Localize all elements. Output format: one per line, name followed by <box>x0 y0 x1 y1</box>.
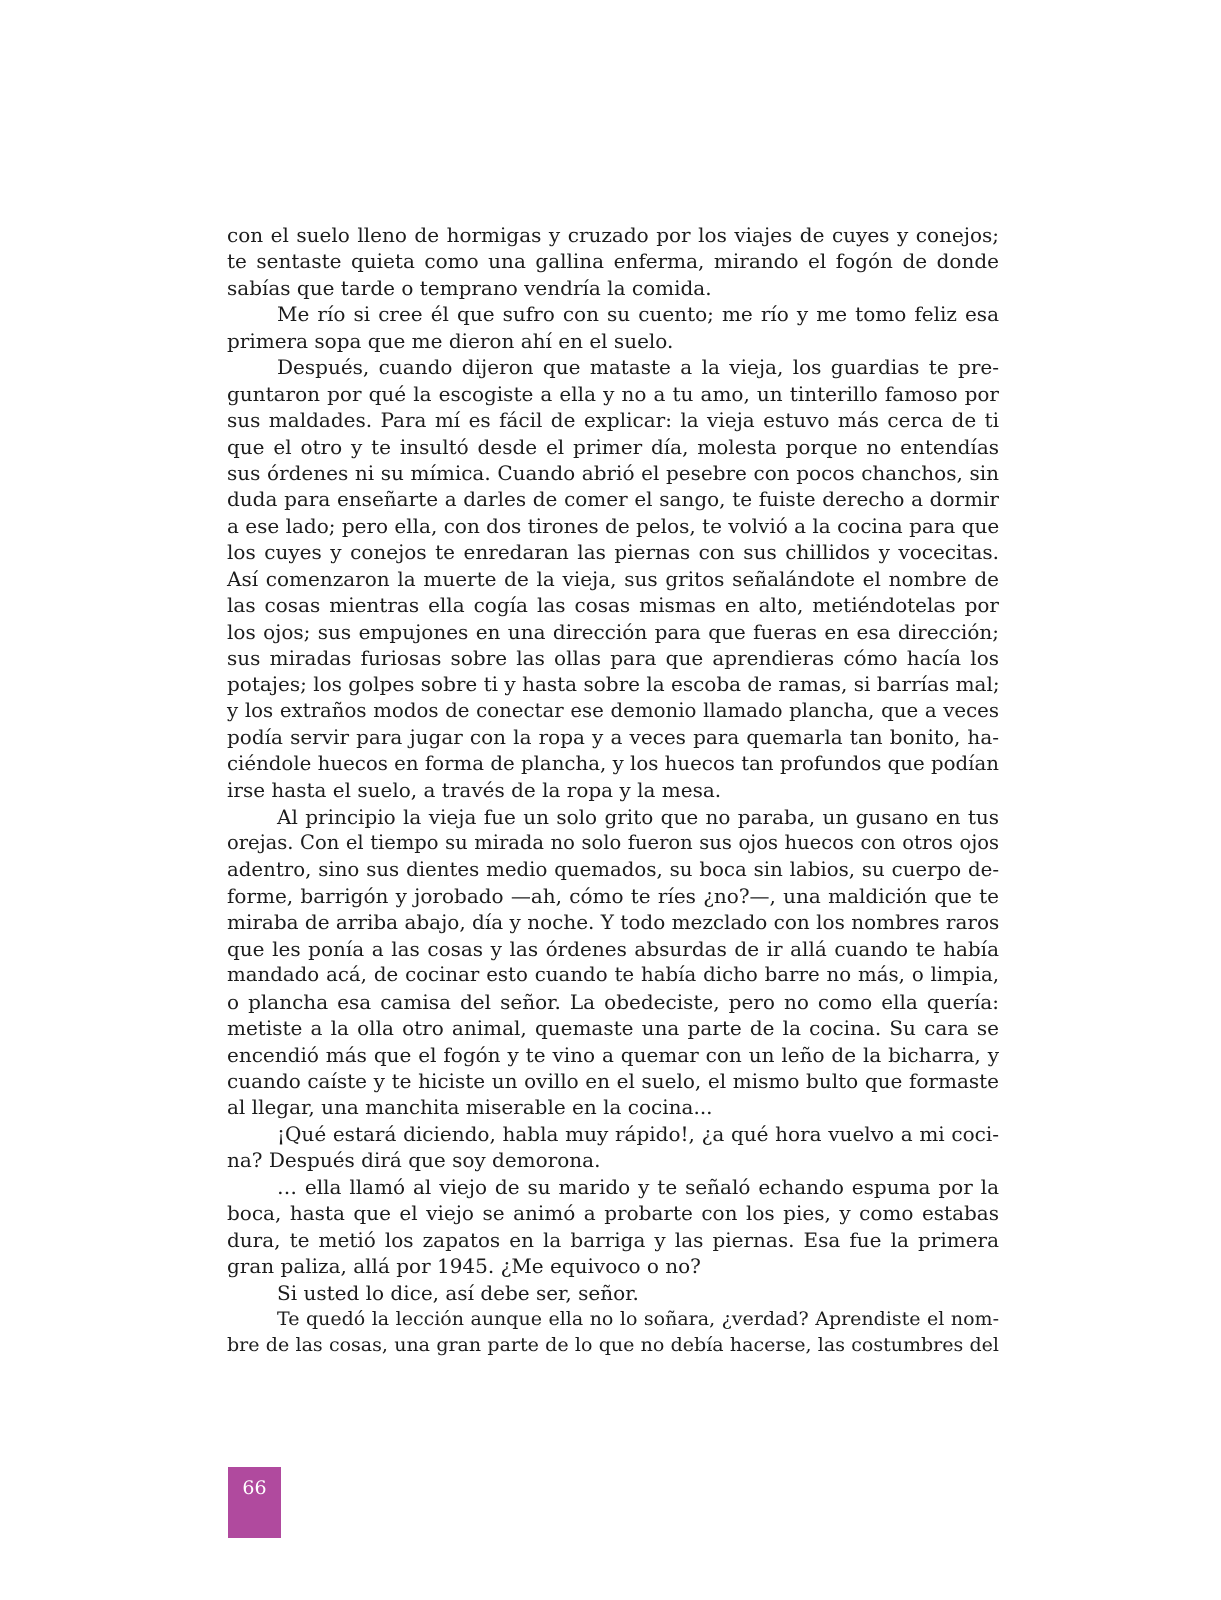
text-line: Me río si cree él que sufro con su cuento; me río y me tomo feliz esa <box>277 302 999 327</box>
text-line: Así comenzaron la muerte de la vieja, sus gritos señalándote el nombre de <box>227 566 999 591</box>
text-line: dura, te metió los zapatos en la barriga y las piernas. Esa fue la primera <box>227 1227 999 1252</box>
text-line: ciéndole huecos en forma de plancha, y los huecos tan profundos que podían <box>227 751 999 775</box>
text-line: sabías que tarde o temprano vendría la comida. <box>227 275 712 300</box>
text-line: ¡Qué estará diciendo, habla muy rápido!, ¿a qué hora vuelvo a mi coci- <box>277 1121 999 1146</box>
text-line: te sentaste quieta como una gallina enferma, mirando el fogón de donde <box>227 249 999 274</box>
text-line: a ese lado; pero ella, con dos tirones de pelos, te volvió a la cocina para que <box>227 513 1000 538</box>
text-line: sus maldades. Para mí es fácil de explicar: la vieja estuvo más cerca de ti <box>227 408 999 433</box>
text-line: los ojos; sus empujones en una dirección para que fueras en esa dirección; <box>227 619 999 644</box>
text-line: primera sopa que me dieron ahí en el suelo. <box>227 328 674 353</box>
text-line: sus órdenes ni su mímica. Cuando abrió el pesebre con pocos chanchos, sin <box>227 460 999 485</box>
text-line: irse hasta el suelo, a través de la ropa y la mesa. <box>227 778 722 803</box>
text-line: que el otro y te insultó desde el primer día, molesta porque no entendías <box>227 434 999 459</box>
text-line: y los extraños modos de conectar ese demonio llamado plancha, que a veces <box>227 698 999 722</box>
text-line: encendió más que el fogón y te vino a quemar con un leño de la bicharra, y <box>227 1042 999 1067</box>
page-number: 66 <box>242 1477 267 1499</box>
text-line: boca, hasta que el viejo se animó a probarte con los pies, y como estabas <box>227 1201 999 1226</box>
text-line: los cuyes y conejos te enredaran las piernas con sus chillidos y vocecitas. <box>227 540 999 565</box>
text-line: Al principio la vieja fue un solo grito que no paraba, un gusano en tus <box>277 804 999 829</box>
text-line: adentro, sino sus dientes medio quemados, su boca sin labios, su cuerpo de- <box>227 857 999 881</box>
text-line: miraba de arriba abajo, día y noche. Y todo mezclado con los nombres raros <box>227 910 1000 935</box>
text-line: al llegar, una manchita miserable en la cocina... <box>227 1095 713 1120</box>
text-line: forme, barrigón y jorobado —ah, cómo te ríes ¿no?—, una maldición que te <box>227 883 999 908</box>
text-line: las cosas mientras ella cogía las cosas mismas en alto, metiéndotelas por <box>227 593 999 618</box>
text-line: podía servir para jugar con la ropa y a veces para quemarla tan bonito, ha- <box>227 725 999 750</box>
text-line: na? Después dirá que soy demorona. <box>227 1148 601 1173</box>
text-line: que les ponía a las cosas y las órdenes absurdas de ir allá cuando te había <box>227 936 999 961</box>
text-line: Te quedó la lección aunque ella no lo soñara, ¿verdad? Aprendiste el nom- <box>277 1307 999 1330</box>
text-line: duda para enseñarte a darles de comer el sango, te fuiste derecho a dormir <box>227 487 999 512</box>
text-line: bre de las cosas, una gran parte de lo que no debía hacerse, las costumbres del <box>227 1334 999 1357</box>
text-line: orejas. Con el tiempo su mirada no solo fueron sus ojos huecos con otros ojos <box>227 831 999 855</box>
text-line: Si usted lo dice, así debe ser, señor. <box>277 1280 639 1305</box>
text-line: guntaron por qué la escogiste a ella y no a tu amo, un tinterillo famoso por <box>227 381 999 406</box>
page-number-badge <box>228 1467 281 1538</box>
text-line: Después, cuando dijeron que mataste a la vieja, los guardias te pre- <box>277 355 999 380</box>
text-line: mandado acá, de cocinar esto cuando te había dicho barre no más, o limpia, <box>227 963 999 987</box>
text-line: sus miradas furiosas sobre las ollas para que aprendieras cómo hacía los <box>227 646 999 670</box>
text-line: … ella llamó al viejo de su marido y te señaló echando espuma por la <box>277 1174 999 1199</box>
text-line: o plancha esa camisa del señor. La obedeciste, pero no como ella quería: <box>227 989 999 1014</box>
text-line: potajes; los golpes sobre ti y hasta sobre la escoba de ramas, si barrías mal; <box>227 672 1000 697</box>
text-line: metiste a la olla otro animal, quemaste una parte de la cocina. Su cara se <box>227 1016 999 1041</box>
text-line: gran paliza, allá por 1945. ¿Me equivoco o no? <box>227 1254 701 1279</box>
text-line: cuando caíste y te hiciste un ovillo en el suelo, el mismo bulto que formaste <box>227 1069 999 1093</box>
text-line: con el suelo lleno de hormigas y cruzado por los viajes de cuyes y conejos; <box>227 223 999 247</box>
body-text <box>227 222 999 1359</box>
